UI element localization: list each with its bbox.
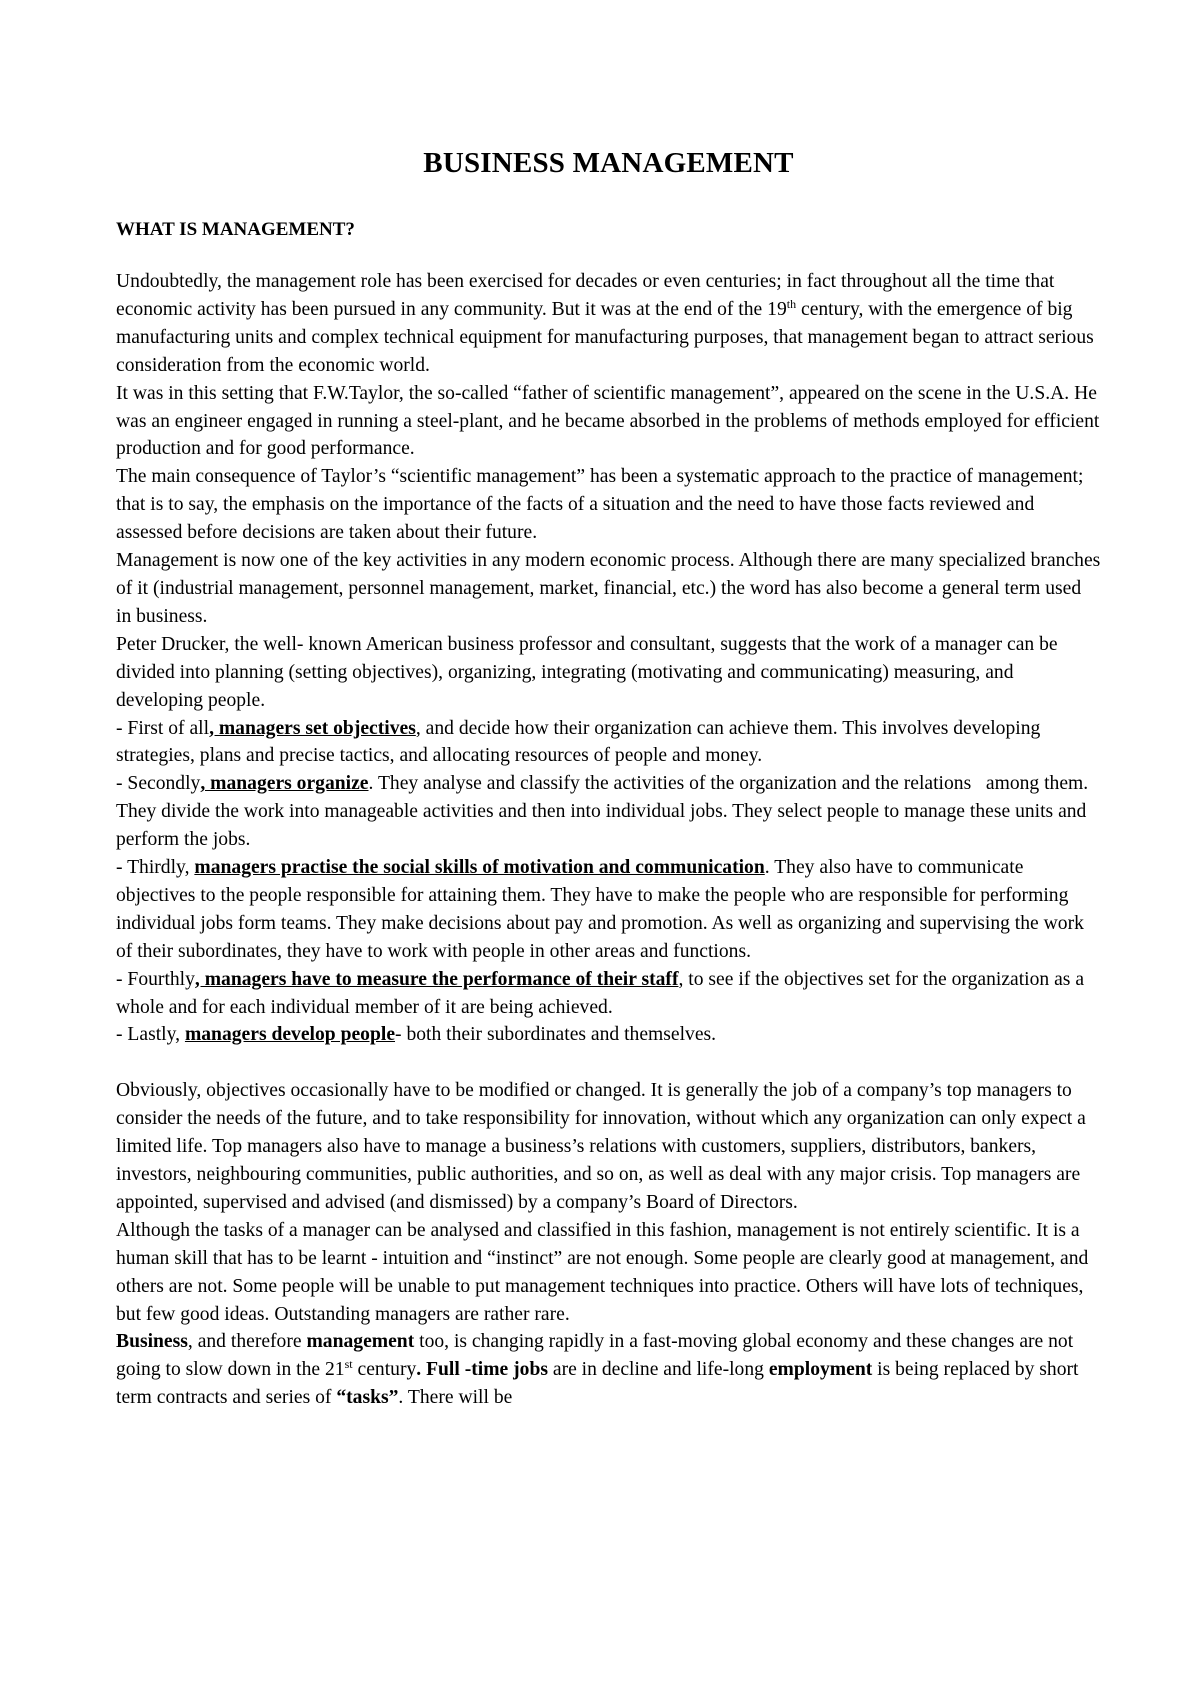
paragraph-changing-business: Business, and therefore management too, is changing rapidly in a fast-moving global economy and these changes are not going to slow down in the 21st century. Full -time jobs are in decline and life-long employment is being replaced by short term contracts and series of “tasks”. There will be: [116, 1331, 1079, 1409]
paragraph-top-managers: Obviously, objectives occasionally have to be modified or changed. It is generally the job of a company’s top managers to consider the needs of the future, and to take responsibility for innovation, without which any organization can only expect a limited life. Top managers also have to manage a business’s relations with customers, suppliers, distributors, bankers, investors, neighbouring communities, public authorities, and so on, as well as deal with any major crisis. Top managers are appointed, supervised and advised (and dismissed) by a company’s Board of Directors.: [116, 1080, 1086, 1213]
paragraph-human-skill: Although the tasks of a manager can be analysed and classified in this fashion, management is not entirely scientific. It is a human skill that has to be learnt - intuition and “instinct” are not enough. Some people are clearly good at management, and others are not. Some people will be unable to put management techniques into practice. Others will have lots of techniques, but few good ideas. Outstanding managers are rather rare.: [116, 1219, 1089, 1325]
list-item-measure-performance: - Fourthly, managers have to measure the performance of their staff, to see if the objectives set for the organization as a whole and for each individual member of it are being achieved.: [116, 968, 1085, 1018]
paragraph-history: Undoubtedly, the management role has been exercised for decades or even centuries; in fact throughout all the time that economic activity has been pursued in any community. But it was at the end of the 19th century, with the emergence of big manufacturing units and complex technical equipment for manufacturing purposes, that management began to attract serious consideration from the economic world.: [116, 271, 1094, 376]
list-item-develop-people: - Lastly, managers develop people- both their subordinates and themselves.: [116, 1024, 717, 1046]
list-item-organize: - Secondly, managers organize. They analyse and classify the activities of the organization and the relations among them. They divide the work into manageable activities and then into individual jobs. They select people to manage these units and perform the jobs.: [116, 773, 1089, 851]
paragraph-gap: [116, 1049, 1101, 1077]
paragraph-scientific-management: The main consequence of Taylor’s “scientific management” has been a systematic approach to the practice of management; that is to say, the emphasis on the importance of the facts of a situation and the need to have those facts reviewed and assessed before decisions are taken about their future.: [116, 466, 1084, 544]
section-heading: WHAT IS MANAGEMENT?: [116, 219, 355, 240]
document-title: BUSINESS MANAGEMENT: [423, 147, 794, 179]
list-item-set-objectives: - First of all, managers set objectives, and decide how their organization can achieve them. This involves developing strategies, plans and precise tactics, and allocating resources of people and money.: [116, 717, 1041, 767]
paragraph-taylor: It was in this setting that F.W.Taylor, the so-called “father of scientific management”, appeared on the scene in the U.S.A. He was an engineer engaged in running a steel-plant, and he became absorbed in the problems of methods employed for efficient production and for good performance.: [116, 382, 1100, 460]
paragraph-key-activity: Management is now one of the key activities in any modern economic process. Although there are many specialized branches of it (industrial management, personnel management, market, financial, etc.) the word has also become a general term used in business.: [116, 550, 1101, 627]
document-body: [116, 268, 1101, 1412]
document-page: [116, 130, 1101, 1412]
list-item-social-skills: - Thirdly, managers practise the social skills of motivation and communication. They also have to communicate objectives to the people responsible for attaining them. They have to make the people who are responsible for performing individual jobs form teams. They make decisions about pay and promotion. As well as organizing and supervising the work of their subordinates, they have to work with people in other areas and functions.: [116, 857, 1084, 962]
paragraph-drucker: Peter Drucker, the well- known American business professor and consultant, suggests that the work of a manager can be divided into planning (setting objectives), organizing, integrating (motivating and communicating) measuring, and developing people.: [116, 633, 1058, 711]
